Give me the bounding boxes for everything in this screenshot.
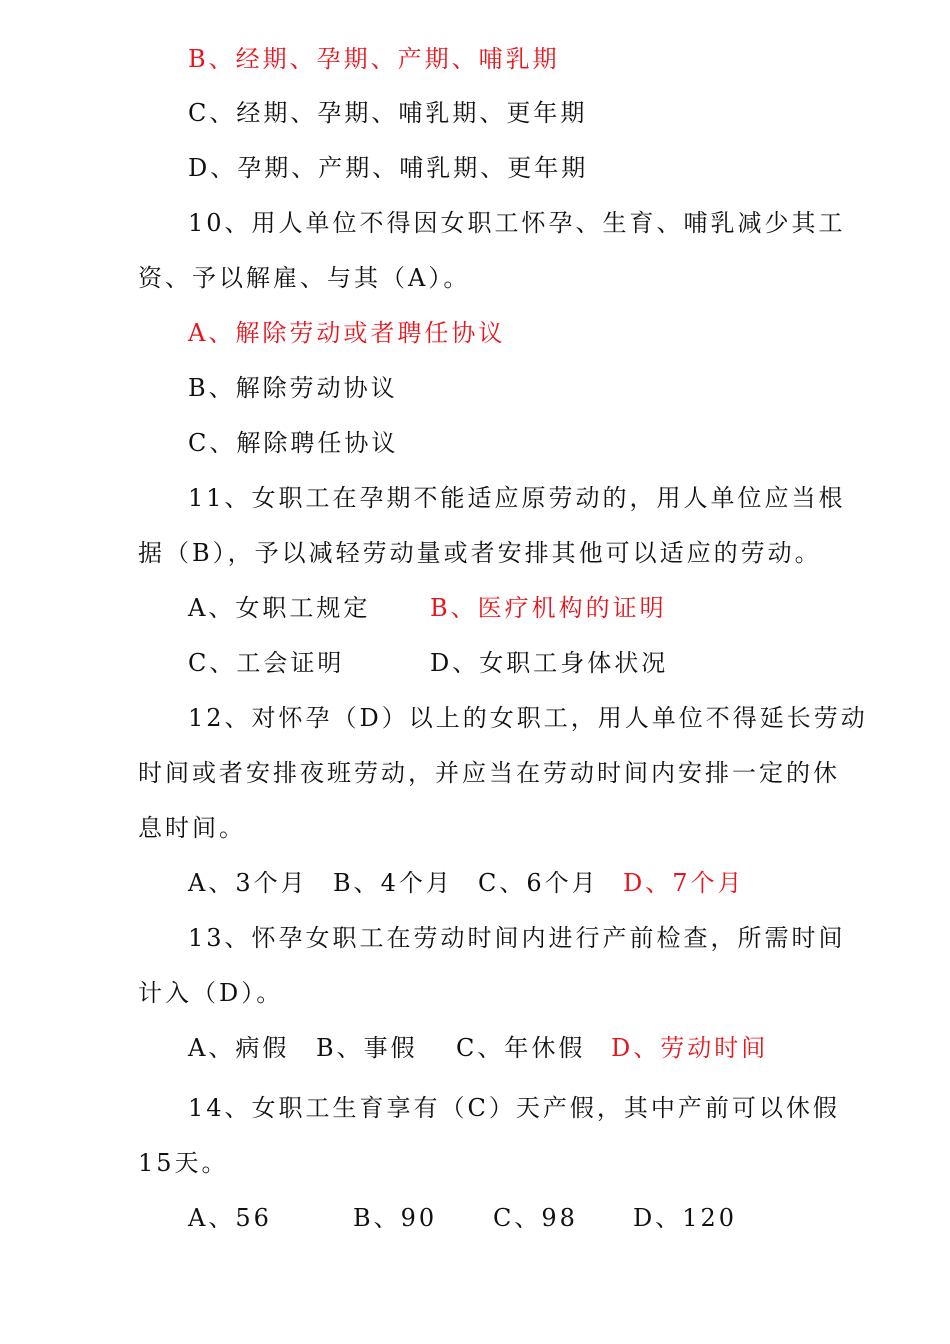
q14-options-row	[188, 1203, 848, 1233]
q11-option-a: A、女职工规定	[188, 594, 371, 622]
q11-stem-line2: 据（B），予以减轻劳动量或者安排其他可以适应的劳动。	[138, 539, 822, 567]
q13-stem-line2: 计入（D）。	[138, 979, 284, 1007]
q12-stem-line3: 息时间。	[138, 814, 246, 842]
q14-stem-line1: 14、女职工生育享有（C）天产假，其中产前可以休假	[188, 1094, 840, 1122]
q14-option-d: D、120	[633, 1204, 738, 1232]
q10-option-c: C、解除聘任协议	[188, 429, 399, 457]
q12-option-b: B、4个月	[333, 869, 453, 897]
q14-option-a: A、56	[188, 1204, 272, 1232]
q12-option-c: C、6个月	[478, 869, 599, 897]
q12-options-row	[188, 868, 848, 898]
q9-option-d: D、孕期、产期、哺乳期、更年期	[188, 154, 589, 182]
q10-stem-line1: 10、用人单位不得因女职工怀孕、生育、哺乳减少其工	[188, 209, 846, 237]
q9-option-c: C、经期、孕期、哺乳期、更年期	[188, 99, 588, 127]
q12-stem-line1: 12、对怀孕（D）以上的女职工，用人单位不得延长劳动	[188, 704, 868, 732]
q13-option-c: C、年休假	[456, 1034, 586, 1062]
q13-stem-line1: 13、怀孕女职工在劳动时间内进行产前检查，所需时间	[188, 924, 846, 952]
q10-option-b: B、解除劳动协议	[188, 374, 398, 402]
q9-option-b-answer: B、经期、孕期、产期、哺乳期	[188, 45, 560, 73]
q14-stem-line2: 15天。	[138, 1149, 229, 1177]
q11-options-row2	[188, 648, 848, 678]
q13-option-a: A、病假	[188, 1034, 290, 1062]
q11-options-row1	[188, 593, 848, 623]
q13-option-d-answer: D、劳动时间	[611, 1034, 769, 1062]
q10-stem-line2: 资、予以解雇、与其（A）。	[138, 264, 471, 292]
q12-option-a: A、3个月	[188, 869, 308, 897]
q11-stem-line1: 11、女职工在孕期不能适应原劳动的，用人单位应当根	[188, 484, 846, 512]
q11-option-d: D、女职工身体状况	[430, 649, 669, 677]
q11-option-c: C、工会证明	[188, 649, 345, 677]
q10-option-a-answer: A、解除劳动或者聘任协议	[188, 319, 506, 347]
q11-option-b-answer: B、医疗机构的证明	[430, 594, 667, 622]
q14-option-b: B、90	[353, 1204, 438, 1232]
q12-stem-line2: 时间或者安排夜班劳动，并应当在劳动时间内安排一定的休	[138, 759, 840, 787]
q14-option-c: C、98	[493, 1204, 578, 1232]
q13-options-row	[188, 1033, 848, 1063]
q12-option-d-answer: D、7个月	[623, 869, 745, 897]
q13-option-b: B、事假	[316, 1034, 418, 1062]
